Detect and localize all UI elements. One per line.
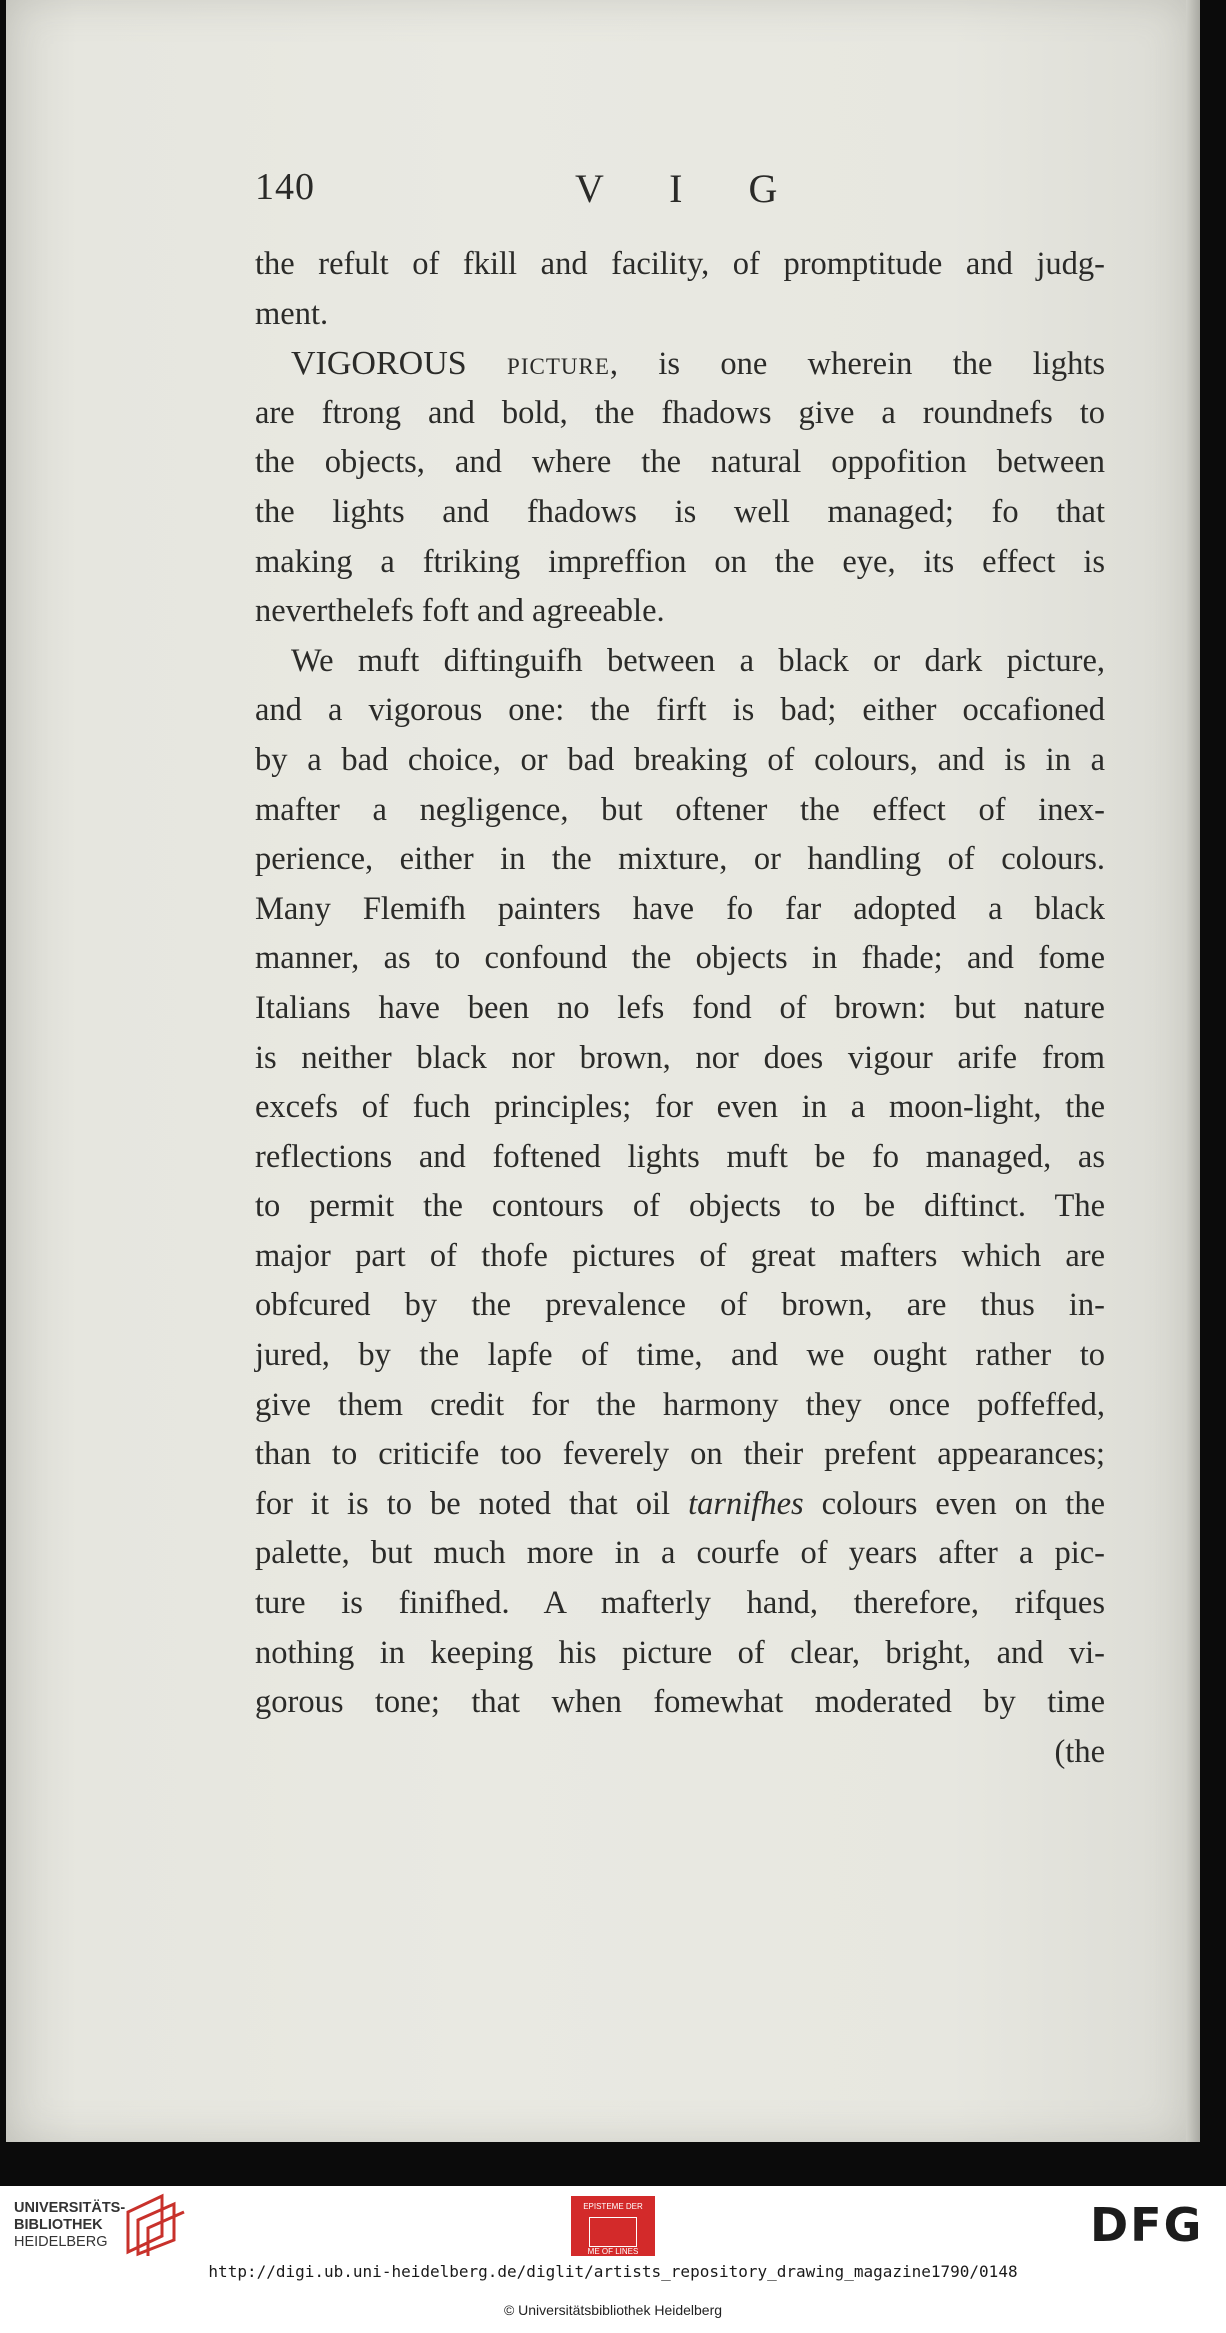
text-line: jured, by the lapfe of time, and we ought rather to xyxy=(255,1337,1105,1374)
emblem-text-top: EPISTEME DER xyxy=(583,2202,643,2211)
entry-heading-rest: , is one wherein the lights xyxy=(609,346,1106,383)
text-line: obfcured by the prevalence of brown, are thus in- xyxy=(255,1287,1105,1324)
dfg-logo[interactable]: DFG xyxy=(1090,2198,1204,2252)
text-line: give them credit for the harmony they once poffeffed, xyxy=(255,1386,1105,1423)
text-line: is neither black nor brown, nor does vigour arife from xyxy=(255,1039,1105,1076)
entry-heading-smallcaps: picture xyxy=(507,346,610,383)
catchword: (the xyxy=(1054,1733,1105,1770)
text-line: nothing in keeping his picture of clear, bright, and vi- xyxy=(255,1634,1105,1671)
text-line: are ftrong and bold, the fhadows give a roundnefs to xyxy=(255,394,1105,431)
text-line: major part of thofe pictures of great mafters which are xyxy=(255,1237,1105,1274)
text-line: Italians have been no lefs fond of brown: but nature xyxy=(255,989,1105,1026)
red-emblem-icon[interactable] xyxy=(571,2196,655,2256)
university-library-logo[interactable] xyxy=(14,2192,194,2262)
page-edge xyxy=(1186,0,1200,2142)
text-line: ture is finifhed. A mafterly hand, therefore, rifques xyxy=(255,1585,1105,1622)
text-line: to permit the contours of objects to be diftinct. The xyxy=(255,1188,1105,1225)
italic-word: tarnifhes xyxy=(688,1485,804,1522)
text-fragment: colours even on the xyxy=(803,1485,1105,1522)
page-number: 140 xyxy=(255,166,315,208)
emblem-text-bottom: ME OF LINES xyxy=(587,2247,639,2256)
text-line: the lights and fhadows is well managed; fo that xyxy=(255,493,1105,530)
text-line-oil xyxy=(255,1480,1105,1530)
page-header xyxy=(255,165,1115,225)
text-line: than to criticife too feverely on their prefent appearances; xyxy=(255,1436,1105,1473)
logo-line: BIBLIOTHEK xyxy=(14,2217,103,2233)
text-line: mafter a negligence, but oftener the effect of inex- xyxy=(255,791,1105,828)
text-line: excefs of fuch principles; for even in a moon-light, the xyxy=(255,1089,1105,1126)
text-line: the objects, and where the natural oppofition between xyxy=(255,444,1105,481)
text-line: manner, as to confound the objects in fhade; and fome xyxy=(255,940,1105,977)
text-line: We muft diftinguifh between a black or dark picture, xyxy=(291,642,1105,679)
text-line: neverthelefs foft and agreeable. xyxy=(255,593,665,630)
text-line: palette, but much more in a courfe of years after a pic- xyxy=(255,1535,1105,1572)
entry-heading: VIGOROUS xyxy=(291,345,467,383)
university-library-logo-text xyxy=(14,2200,125,2251)
text-line: reflections and foftened lights muft be fo managed, as xyxy=(255,1138,1105,1175)
running-head: V I G xyxy=(575,166,806,211)
text-line: the refult of fkill and facility, of promptitude and judg- xyxy=(255,246,1105,282)
logo-line: HEIDELBERG xyxy=(14,2234,108,2250)
text-line: perience, either in the mixture, or handling of colours. xyxy=(255,841,1105,878)
logo-line: UNIVERSITÄTS- xyxy=(14,2200,126,2216)
text-fragment: for it is to be noted that oil xyxy=(255,1485,689,1522)
text-line-vigorous xyxy=(255,339,1105,389)
heidelberg-library-mark-icon xyxy=(122,2192,186,2258)
text-line: by a bad choice, or bad breaking of colours, and is in a xyxy=(255,741,1105,778)
emblem-frame xyxy=(589,2217,637,2247)
text-line: and a vigorous one: the firft is bad; either occafioned xyxy=(255,692,1105,729)
text-body xyxy=(255,240,1105,1777)
permalink-url[interactable]: http://digi.ub.uni-heidelberg.de/diglit/artists_repository_drawing_magazine1790/0148 xyxy=(208,2262,1018,2281)
text-line: ment. xyxy=(255,295,329,332)
copyright-notice: © Universitätsbibliothek Heidelberg xyxy=(503,2302,723,2318)
text-line: Many Flemifh painters have fo far adopted a black xyxy=(255,890,1105,927)
text-line: gorous tone; that when fomewhat moderated by time xyxy=(255,1684,1105,1721)
text-line: making a ftriking impreffion on the eye, its effect is xyxy=(255,543,1105,580)
